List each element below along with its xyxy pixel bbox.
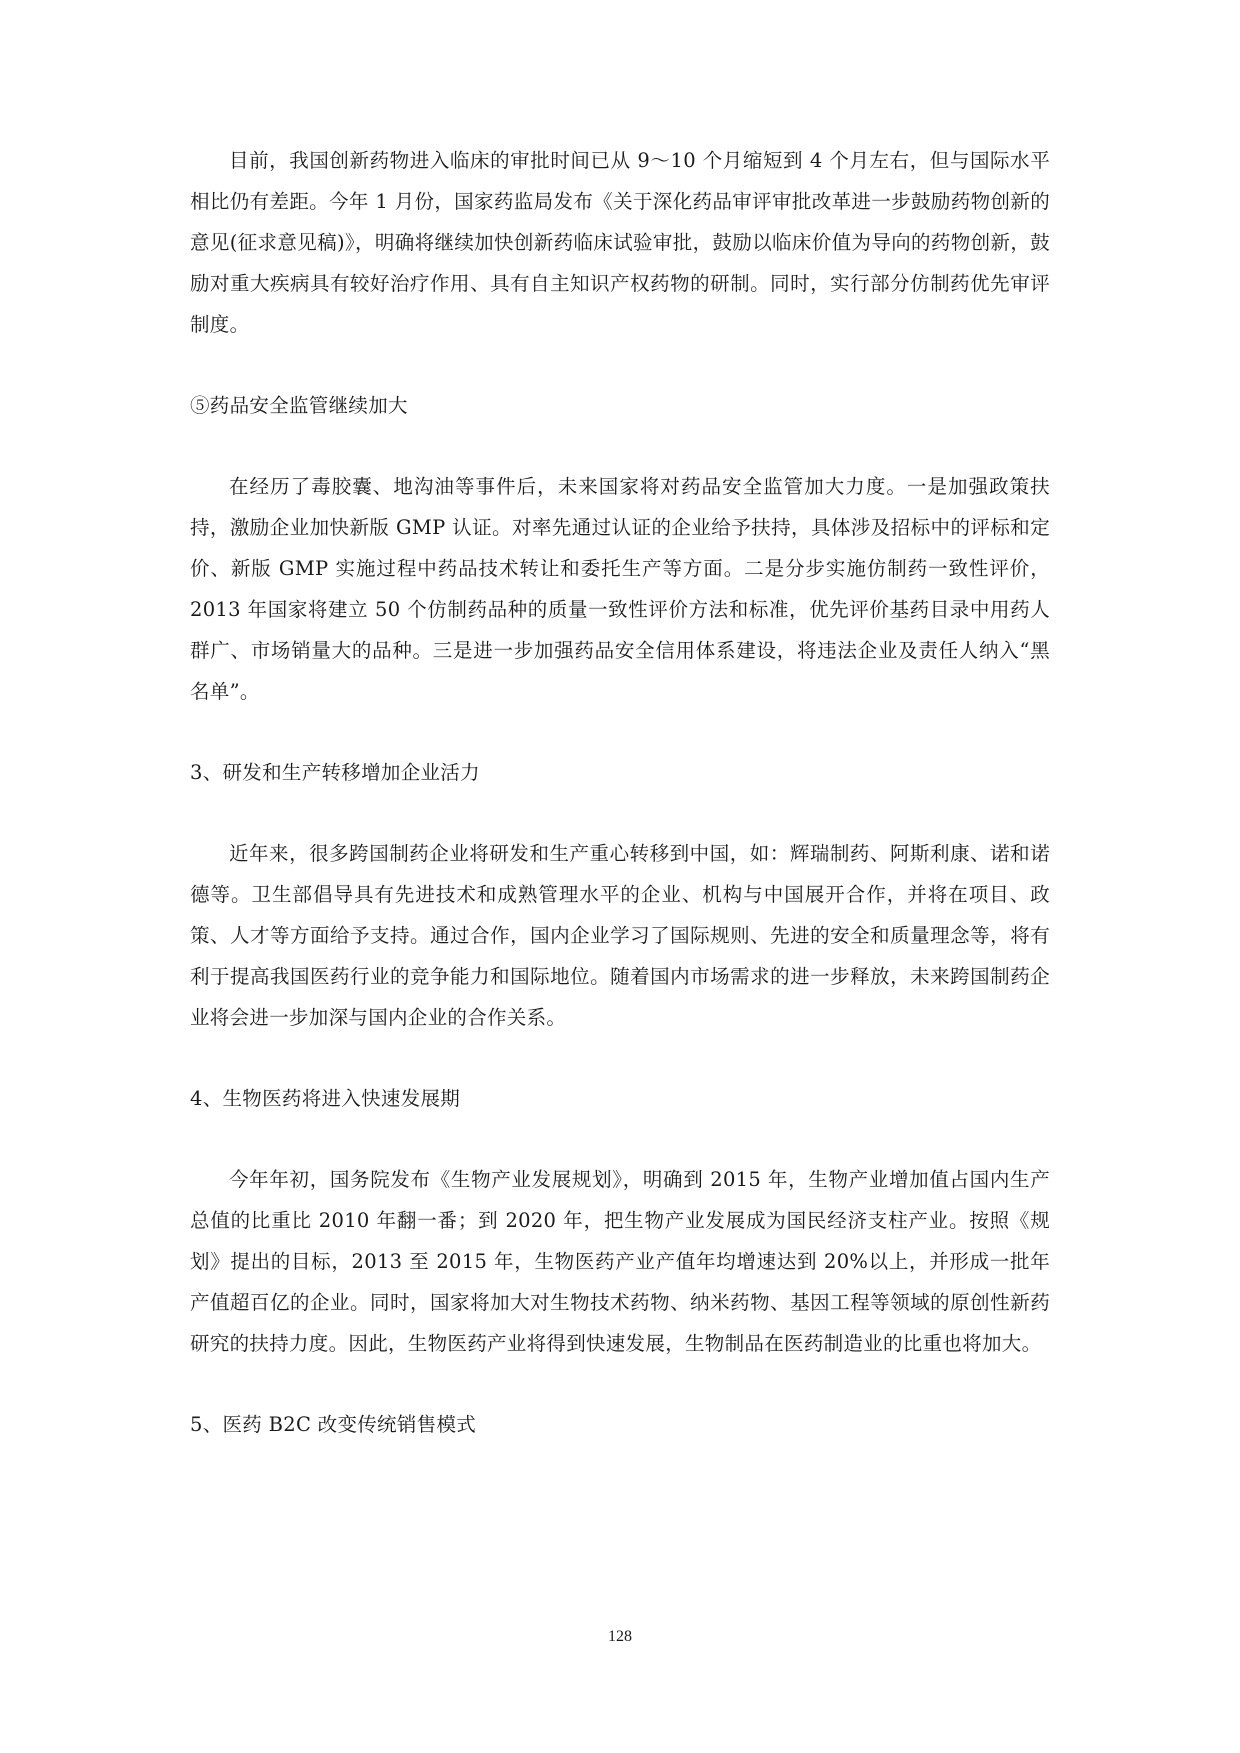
paragraph-biomedicine-growth: 今年年初，国务院发布《生物产业发展规划》，明确到 2015 年，生物产业增加值占国内生产总值的比重比 2010 年翻一番；到 2020 年，把生物产业发展成为国民经济支柱产业。按照《规划》提出的目标，2013 至 2015 年，生物医药产业产值年均增速达到 20%以上，并形成一批年产值超百亿的企业。同时，国家将加大对生物技术药物、纳米药物、基因工程等领域的原创性新药研究的扶持力度。因此，生物医药产业将得到快速发展，生物制品在医药制造业的比重也将加大。 [190, 1168, 1050, 1355]
heading-pharma-b2c: 5、医药 B2C 改变传统销售模式 [190, 1413, 477, 1436]
paragraph-gap [190, 1038, 1050, 1078]
paragraph-gap [190, 426, 1050, 466]
page-body [190, 140, 1050, 1445]
paragraph-gap [190, 793, 1050, 833]
heading-rd-production-transfer: 3、研发和生产转移增加企业活力 [190, 761, 480, 784]
paragraph-gap [190, 1364, 1050, 1404]
page-number: 128 [608, 1628, 632, 1645]
paragraph-gap [190, 712, 1050, 752]
paragraph-innovative-drug-approval: 目前，我国创新药物进入临床的审批时间已从 9～10 个月缩短到 4 个月左右，但与国际水平相比仍有差距。今年 1 月份，国家药监局发布《关于深化药品审评审批改革进一步鼓励药物创新的意见(征求意见稿)》，明确将继续加快创新药临床试验审批，鼓励以临床价值为导向的药物创新，鼓励对重大疾病具有较好治疗作用、具有自主知识产权药物的研制。同时，实行部分仿制药优先审评制度。 [190, 149, 1050, 336]
paragraph-rd-production-transfer: 近年来，很多跨国制药企业将研发和生产重心转移到中国，如：辉瑞制药、阿斯利康、诺和诺德等。卫生部倡导具有先进技术和成熟管理水平的企业、机构与中国展开合作，并将在项目、政策、人才等方面给予支持。通过合作，国内企业学习了国际规则、先进的安全和质量理念等，将有利于提高我国医药行业的竞争能力和国际地位。随着国内市场需求的进一步释放，未来跨国制药企业将会进一步加深与国内企业的合作关系。 [190, 842, 1050, 1029]
paragraph-drug-safety-supervision: 在经历了毒胶囊、地沟油等事件后，未来国家将对药品安全监管加大力度。一是加强政策扶持，激励企业加快新版 GMP 认证。对率先通过认证的企业给予扶持，具体涉及招标中的评标和定价、新版 GMP 实施过程中药品技术转让和委托生产等方面。二是分步实施仿制药一致性评价，2013 年国家将建立 50 个仿制药品种的质量一致性评价方法和标准，优先评价基药目录中用药人群广、市场销量大的品种。三是进一步加强药品安全信用体系建设，将违法企业及责任人纳入“黑名单”。 [190, 475, 1050, 703]
heading-biomedicine-growth: 4、生物医药将进入快速发展期 [190, 1087, 461, 1110]
paragraph-gap [190, 345, 1050, 385]
heading-drug-safety-supervision: ⑤药品安全监管继续加大 [190, 394, 408, 417]
paragraph-gap [190, 1119, 1050, 1159]
